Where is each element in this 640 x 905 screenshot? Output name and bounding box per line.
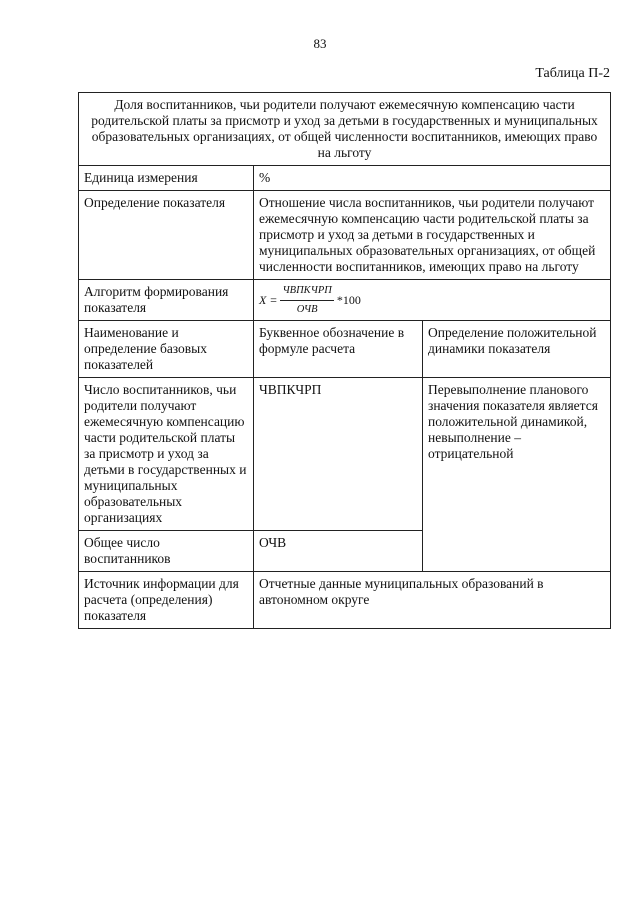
algorithm-label: Алгоритм формирования показателя xyxy=(79,280,254,321)
dynamics-definition: Перевыполнение планового значения показателя является положительной динамикой, невыполнение – отрицательной xyxy=(423,378,611,572)
indicator-table xyxy=(78,92,611,629)
base-header-dynamics: Определение положительной динамики показателя xyxy=(423,321,611,378)
table-caption: Таблица П-2 xyxy=(535,66,610,81)
formula-numerator: ЧВПКЧРП xyxy=(280,283,333,301)
base-header-name: Наименование и определение базовых показателей xyxy=(79,321,254,378)
base-row-name: Число воспитанников, чьи родители получают ежемесячную компенсацию части родительской платы за присмотр и уход за детьми в государственных и муниципальных образовательных организациях xyxy=(79,378,254,531)
definition-label: Определение показателя xyxy=(79,191,254,280)
formula-fraction xyxy=(280,283,333,318)
formula-lhs: X = xyxy=(259,293,278,307)
base-row xyxy=(79,378,611,531)
base-row-name: Общее число воспитанников xyxy=(79,531,254,572)
unit-label: Единица измерения xyxy=(79,166,254,191)
unit-row xyxy=(79,166,611,191)
source-value: Отчетные данные муниципальных образований в автономном округе xyxy=(254,572,611,629)
source-label: Источник информации для расчета (определения) показателя xyxy=(79,572,254,629)
base-row-symbol: ЧВПКЧРП xyxy=(254,378,423,531)
definition-row xyxy=(79,191,611,280)
title-row xyxy=(79,93,611,166)
algorithm-formula xyxy=(254,280,611,321)
definition-value: Отношение числа воспитанников, чьи родители получают ежемесячную компенсацию части родительской платы за присмотр и уход за детьми в государственных и муниципальных образовательных организациях, от общей численности воспитанников, имеющих право на льготу xyxy=(254,191,611,280)
base-row-symbol: ОЧВ xyxy=(254,531,423,572)
algorithm-row xyxy=(79,280,611,321)
formula-denominator: ОЧВ xyxy=(296,303,318,315)
table-title: Доля воспитанников, чьи родители получают ежемесячную компенсацию части родительской платы за присмотр и уход за детьми в государственных и муниципальных образовательных организациях, от общей численности воспитанников, имеющих право на льготу xyxy=(79,93,611,166)
unit-value: % xyxy=(254,166,611,191)
base-header-row xyxy=(79,321,611,378)
base-header-symbol: Буквенное обозначение в формуле расчета xyxy=(254,321,423,378)
source-row xyxy=(79,572,611,629)
page-number: 83 xyxy=(313,36,327,51)
formula xyxy=(259,284,605,316)
formula-multiplier: *100 xyxy=(336,293,361,307)
